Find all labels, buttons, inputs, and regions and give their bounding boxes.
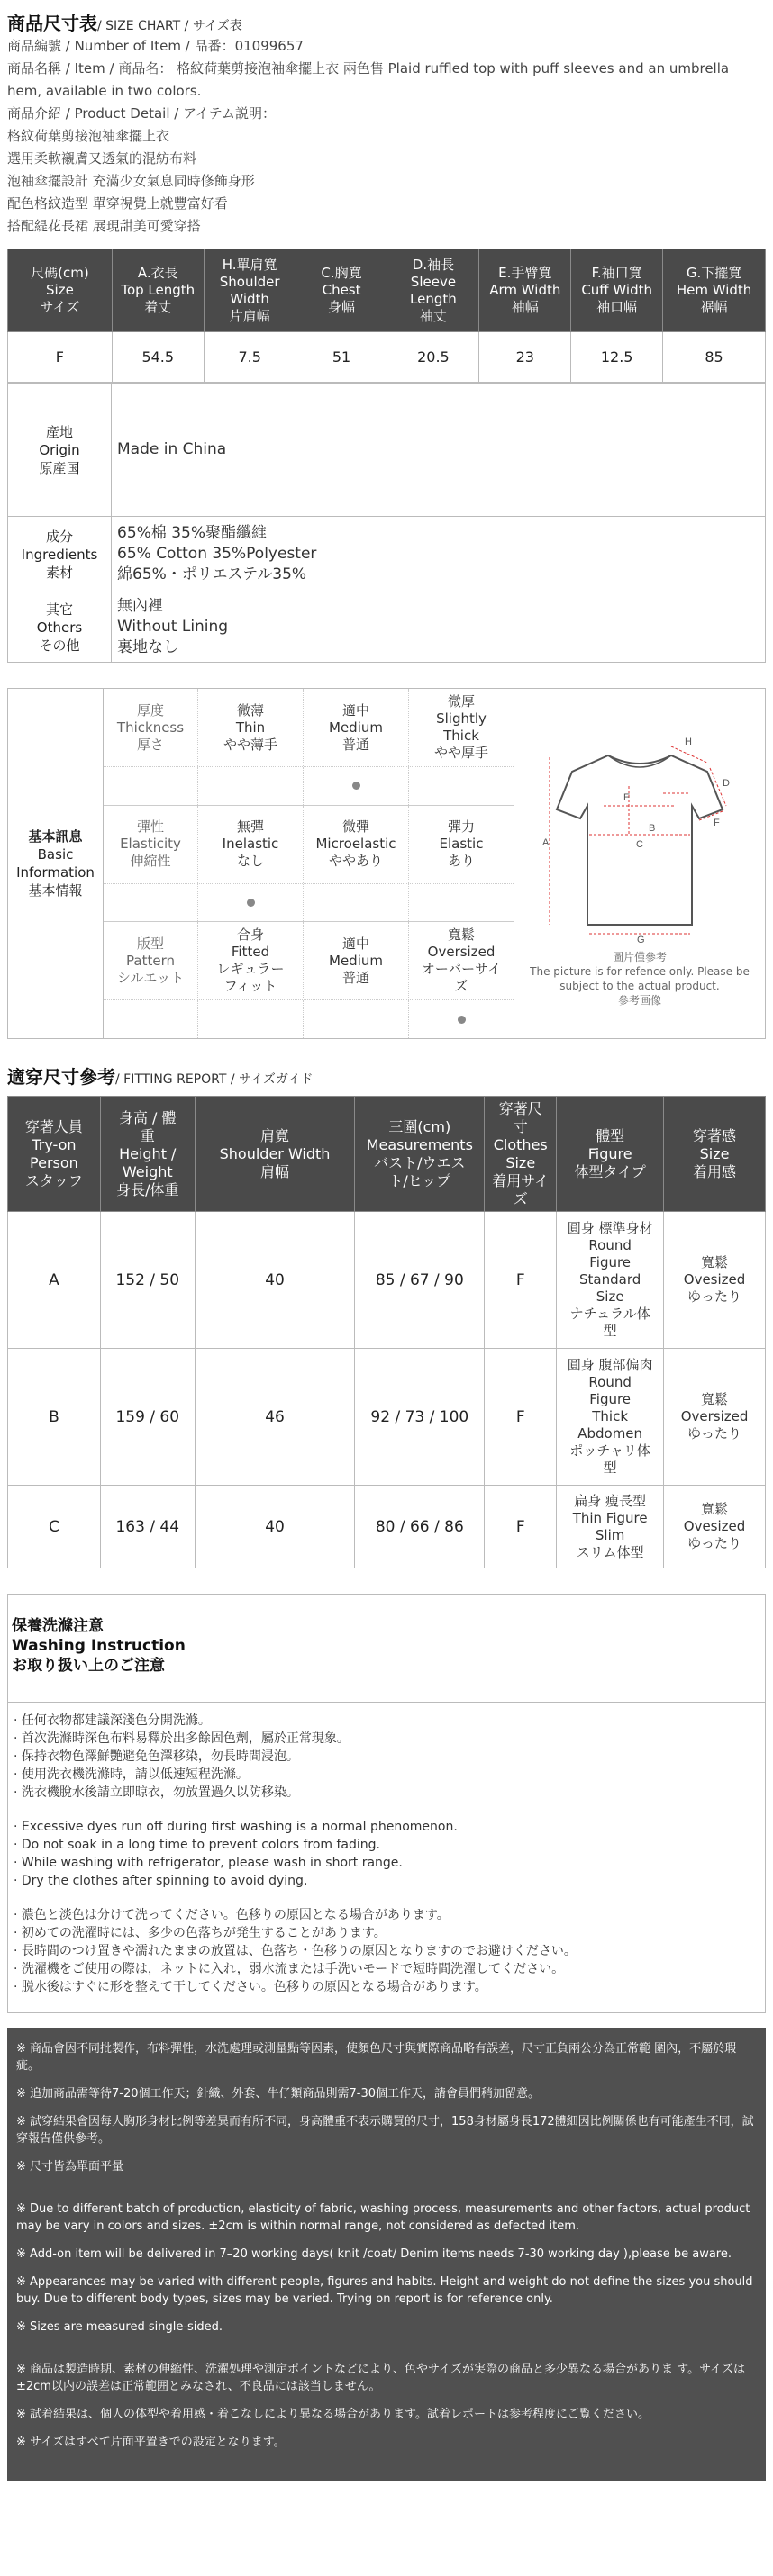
washing-line: · 濃色と淡色は分けて洗ってください。色移りの原因となる場合があります。: [14, 1908, 450, 1922]
washing-line: · 保持衣物色澤鮮艷避免色澤移染，勿長時間浸泡。: [14, 1749, 299, 1764]
washing-line: · Do not soak in a long time to prevent colors from fading.: [14, 1838, 380, 1852]
header-clothes-size: 穿著尺 寸 Clothes Size 着用サイ ズ: [485, 1097, 557, 1212]
option-slightly-thick: 微厚 Slightly Thick やや厚手: [433, 693, 488, 761]
elasticity-label: 彈性 Elasticity 伸縮性: [104, 806, 198, 883]
option-thin: 微薄 Thin やや薄手: [198, 689, 304, 766]
washing-line: · While washing with refrigerator, please wash in short range.: [14, 1856, 403, 1870]
figure-label: D: [723, 778, 730, 789]
header: [7, 0, 766, 238]
washing-line: · 洗濯機をご使用の際は，ネットに入れ，弱水流または手洗いモードで短時間洗濯してください。: [14, 1962, 565, 1976]
figure-label: H: [685, 737, 692, 747]
others-value: 無內裡 Without Lining 裏地なし: [117, 597, 229, 656]
selection-slot: [304, 884, 409, 922]
washing-line: · Excessive dyes run off during first washing is a normal phenomenon.: [14, 1820, 458, 1834]
header-arm-width: E.手臂寬 Arm Width 袖幅: [479, 249, 571, 332]
height-weight-cell: 163 / 44: [100, 1486, 195, 1568]
pattern-attribute: [104, 922, 514, 1038]
table-row: [8, 1486, 766, 1568]
option-medium: 適中 Medium 普通: [304, 689, 409, 766]
option-fitted: 合身 Fitted レギュラー フィット: [198, 922, 304, 999]
figure-cell: 圓身 標準身材 Round Figure Standard Size ナチュラル体 型: [557, 1212, 664, 1349]
size-feel-cell: 寬鬆 Oversized ゆったり: [664, 1349, 766, 1486]
header-height-weight: 身高 / 體 重 Height / Weight 身長/体重: [100, 1097, 195, 1212]
note-line: ※ 追加商品需等待7-20個工作天；針織、外套、牛仔類商品則需7-30個工作天，請會員們稍加留意。: [16, 2087, 541, 2101]
selection-slot: [409, 884, 514, 922]
note-line: ※ Appearances may be varied with different people, figures and habits. Height and weight do not define the sizes you should buy. Due to different body types, sizes may be varied. Trying on report is for reference only.: [16, 2275, 753, 2306]
selection-slot: [198, 1000, 304, 1038]
note-line: ※ Add-on item will be delivered in 7–20 working days( knit /coat/ Denim items needs 7-30 working day ),please be aware.: [16, 2247, 732, 2261]
figure-label: C: [636, 839, 643, 850]
selected-dot-icon: [458, 1016, 466, 1024]
selection-slot: [304, 1000, 409, 1038]
size-chart-table: [7, 249, 766, 383]
notes-panel: [7, 2028, 766, 2481]
figure-label: E: [623, 792, 631, 803]
washing-line: · 洗衣機脫水後請立即晾衣，勿放置過久以防移染。: [14, 1785, 299, 1800]
selection-slot: [409, 767, 514, 805]
product-detail-line: 泡袖傘擺設計 充滿少女氣息同時修飾身形: [7, 173, 255, 189]
pattern-label: 版型 Pattern シルエット: [104, 922, 198, 999]
table-row: [8, 332, 766, 383]
option-elastic: 彈力 Elastic あり: [439, 818, 484, 870]
origin-value: Made in China: [117, 440, 227, 458]
origin-row: [8, 383, 765, 516]
size-feel-cell: 寬鬆 Ovesized ゆったり: [664, 1212, 766, 1349]
header-measurements: 三圍(cm) Measurements バスト/ウエス ト/ヒップ: [355, 1097, 485, 1212]
header-shoulder-width: 肩寬 Shoulder Width 肩幅: [195, 1097, 355, 1212]
washing-line: · 任何衣物都建議深淺色分開洗滌。: [14, 1713, 211, 1728]
person-cell: B: [8, 1349, 101, 1486]
product-detail-line: 搭配緹花長裙 展現甜美可愛穿搭: [7, 218, 201, 234]
ingredients-label: 成分 Ingredients 素材: [8, 517, 112, 592]
shoulder-cell: 40: [195, 1212, 355, 1349]
figure-label: G: [637, 935, 645, 945]
washing-body: [8, 1703, 765, 2012]
size-feel-cell: 寬鬆 Ovesized ゆったり: [664, 1486, 766, 1568]
thickness-label: 厚度 Thickness 厚さ: [104, 689, 198, 766]
fitting-header-row: [8, 1097, 766, 1212]
ingredients-row: [8, 516, 765, 592]
item-number: 商品編號 / Number of Item / 品番：01099657: [7, 38, 304, 54]
measurement-figure: [514, 689, 765, 1038]
figure-label: F: [714, 818, 720, 828]
header-shoulder-width: H.單肩寬 Shoulder Width 片肩幅: [204, 249, 296, 332]
note-line: ※ 尺寸皆為單面平量: [16, 2160, 124, 2174]
figure-cell: 扁身 瘦長型 Thin Figure Slim スリム体型: [557, 1486, 664, 1568]
header-sleeve-length: D.袖長 Sleeve Length 袖丈: [387, 249, 479, 332]
ingredients-value: 65%棉 35%聚酯纖維 65% Cotton 35%Polyester 綿65%・ポリエステル35%: [117, 524, 317, 583]
basic-information: [7, 688, 766, 1039]
header-size: 尺碼(cm) Size サイズ: [8, 249, 113, 332]
note-line: ※ サイズはすべて片面平置きでの設定となります。: [16, 2436, 286, 2449]
selection-slot: [198, 767, 304, 805]
selected-dot-icon: [247, 899, 255, 907]
value-cell: 85: [663, 332, 766, 383]
note-line: ※ 商品は製造時期、素材の伸縮性、洗濯処理や測定ポイントなどにより、色やサイズが実際の商品と多少異なる場合がありま す。サイズは±2cm以内の誤差は正常範囲とみなされ、不良品には該当しません。: [16, 2363, 746, 2393]
others-row: [8, 592, 765, 662]
product-info: [7, 383, 766, 663]
header-try-on-person: 穿著人員 Try-on Person スタッフ: [8, 1097, 101, 1212]
measurements-cell: 80 / 66 / 86: [355, 1486, 485, 1568]
basic-info-label: 基本訊息 Basic Information 基本情報: [8, 689, 104, 1038]
option-inelastic: 無彈 Inelastic なし: [198, 806, 304, 883]
header-cuff-width: F.袖口寬 Cuff Width 袖口幅: [571, 249, 663, 332]
washing-line: · 長時間のつけ置きや濡れたままの放置は、色落ち・色移りの原因となりますのでお避けください。: [14, 1944, 577, 1958]
figure-label: A: [542, 837, 550, 848]
header-top-length: A.衣長 Top Length 着丈: [112, 249, 204, 332]
thickness-attribute: [104, 689, 514, 806]
note-line: ※ Sizes are measured single-sided.: [16, 2320, 223, 2334]
value-cell: 7.5: [204, 332, 296, 383]
fitting-report-title: 適穿尺寸參考/ FITTING REPORT / サイズガイド: [7, 1066, 314, 1088]
size-chart-header-row: [8, 249, 766, 332]
selected-dot-icon: [352, 782, 360, 790]
shoulder-cell: 46: [195, 1349, 355, 1486]
note-line: ※ 商品會因不同批製作，布料彈性，水洗處理或測量點等因素，使顏色尺寸與實際商品略有誤差，尺寸正負兩公分為正常範 圍內，不屬於瑕疵。: [16, 2042, 737, 2073]
product-detail-line: 選用柔軟襯膚又透氣的混紡布料: [7, 150, 197, 167]
figure-cell: 圓身 腹部偏肉 Round Figure Thick Abdomen ポッチャリ体 型: [557, 1349, 664, 1486]
value-cell: 12.5: [571, 332, 663, 383]
table-row: [8, 1349, 766, 1486]
others-label: 其它 Others その他: [8, 592, 112, 662]
page-title: 商品尺寸表/ SIZE CHART / サイズ表: [7, 13, 242, 34]
figure-caption: 圖片僅參考 The picture is for refence only. Please be subject to the actual product. 參考画像: [530, 951, 750, 1007]
person-cell: C: [8, 1486, 101, 1568]
value-cell: 51: [296, 332, 387, 383]
washing-instruction: [7, 1594, 766, 2013]
value-cell: 23: [479, 332, 571, 383]
header-hem-width: G.下擺寬 Hem Width 裾幅: [663, 249, 766, 332]
header-size-feel: 穿著感 Size 着用感: [664, 1097, 766, 1212]
header-chest: C.胸寬 Chest 身幅: [296, 249, 387, 332]
header-figure: 體型 Figure 体型タイプ: [557, 1097, 664, 1212]
washing-line: · 首次洗滌時深色布料易釋於出多餘固色劑，屬於正常現象。: [14, 1731, 350, 1746]
washing-title: 保養洗滌注意 Washing Instruction お取り扱い上のご注意: [8, 1595, 765, 1703]
option-microelastic: 微彈 Microelastic ややあり: [304, 806, 409, 883]
clothes-size-cell: F: [485, 1212, 557, 1349]
washing-line: · 使用洗衣機洗滌時，請以低速短程洗滌。: [14, 1767, 249, 1782]
washing-line: · 初めての洗濯時には、多少の色落ちが発生することがあります。: [14, 1926, 386, 1940]
note-line: ※ 試穿結果會因每人胸形身材比例等差異而有所不同，身高體重不表示購買的尺寸，158身材屬身長172體細因比例關係也有可能產生不同，試穿報告僅供參考。: [16, 2115, 754, 2146]
product-detail-line: 格紋荷葉剪接泡袖傘擺上衣: [7, 128, 170, 144]
clothes-size-cell: F: [485, 1486, 557, 1568]
value-cell: 54.5: [112, 332, 204, 383]
option-medium: 適中 Medium 普通: [304, 922, 409, 999]
table-row: [8, 1212, 766, 1349]
measurements-cell: 85 / 67 / 90: [355, 1212, 485, 1349]
option-oversized: 寬鬆 Oversized オーバーサイ ズ: [421, 926, 502, 995]
washing-line: · Dry the clothes after spinning to avoid dying.: [14, 1874, 308, 1888]
shoulder-cell: 40: [195, 1486, 355, 1568]
person-cell: A: [8, 1212, 101, 1349]
fitting-report-table: [7, 1096, 766, 1568]
measurements-cell: 92 / 73 / 100: [355, 1349, 485, 1486]
clothes-size-cell: F: [485, 1349, 557, 1486]
item-name: 商品名稱 / Item / 商品名： 格紋荷葉剪接泡袖傘擺上衣 兩色售 Plaid ruffled top with puff sleeves and an umbrella hem, available in two colors.: [7, 60, 730, 99]
height-weight-cell: 159 / 60: [100, 1349, 195, 1486]
tshirt-diagram-icon: [523, 719, 757, 945]
product-detail-label: 商品介紹 / Product Detail / アイテム説明：: [7, 105, 276, 122]
size-cell: F: [8, 332, 113, 383]
selection-slot: [198, 884, 304, 922]
height-weight-cell: 152 / 50: [100, 1212, 195, 1349]
figure-label: B: [649, 823, 656, 834]
origin-label: 產地 Origin 原産国: [8, 384, 112, 516]
washing-line: · 脱水後はすぐに形を整えて干してください。色移りの原因となる場合があります。: [14, 1980, 487, 1994]
attribute-grid: [104, 689, 514, 1038]
note-line: ※ Due to different batch of production, elasticity of fabric, washing process, measurements and other factors, actual product may be vary in colors and sizes. ±2cm is within normal range, not considered as defected item.: [16, 2202, 750, 2233]
selection-slot: [304, 767, 409, 805]
value-cell: 20.5: [387, 332, 479, 383]
product-detail-line: 配色格紋造型 單穿視覺上就豐富好看: [7, 195, 228, 212]
elasticity-attribute: [104, 806, 514, 923]
note-line: ※ 試着結果は、個人の体型や着用感・着こなしにより異なる場合があります。試着レポートは参考程度にご覧ください。: [16, 2408, 650, 2421]
selection-slot: [409, 1000, 514, 1038]
